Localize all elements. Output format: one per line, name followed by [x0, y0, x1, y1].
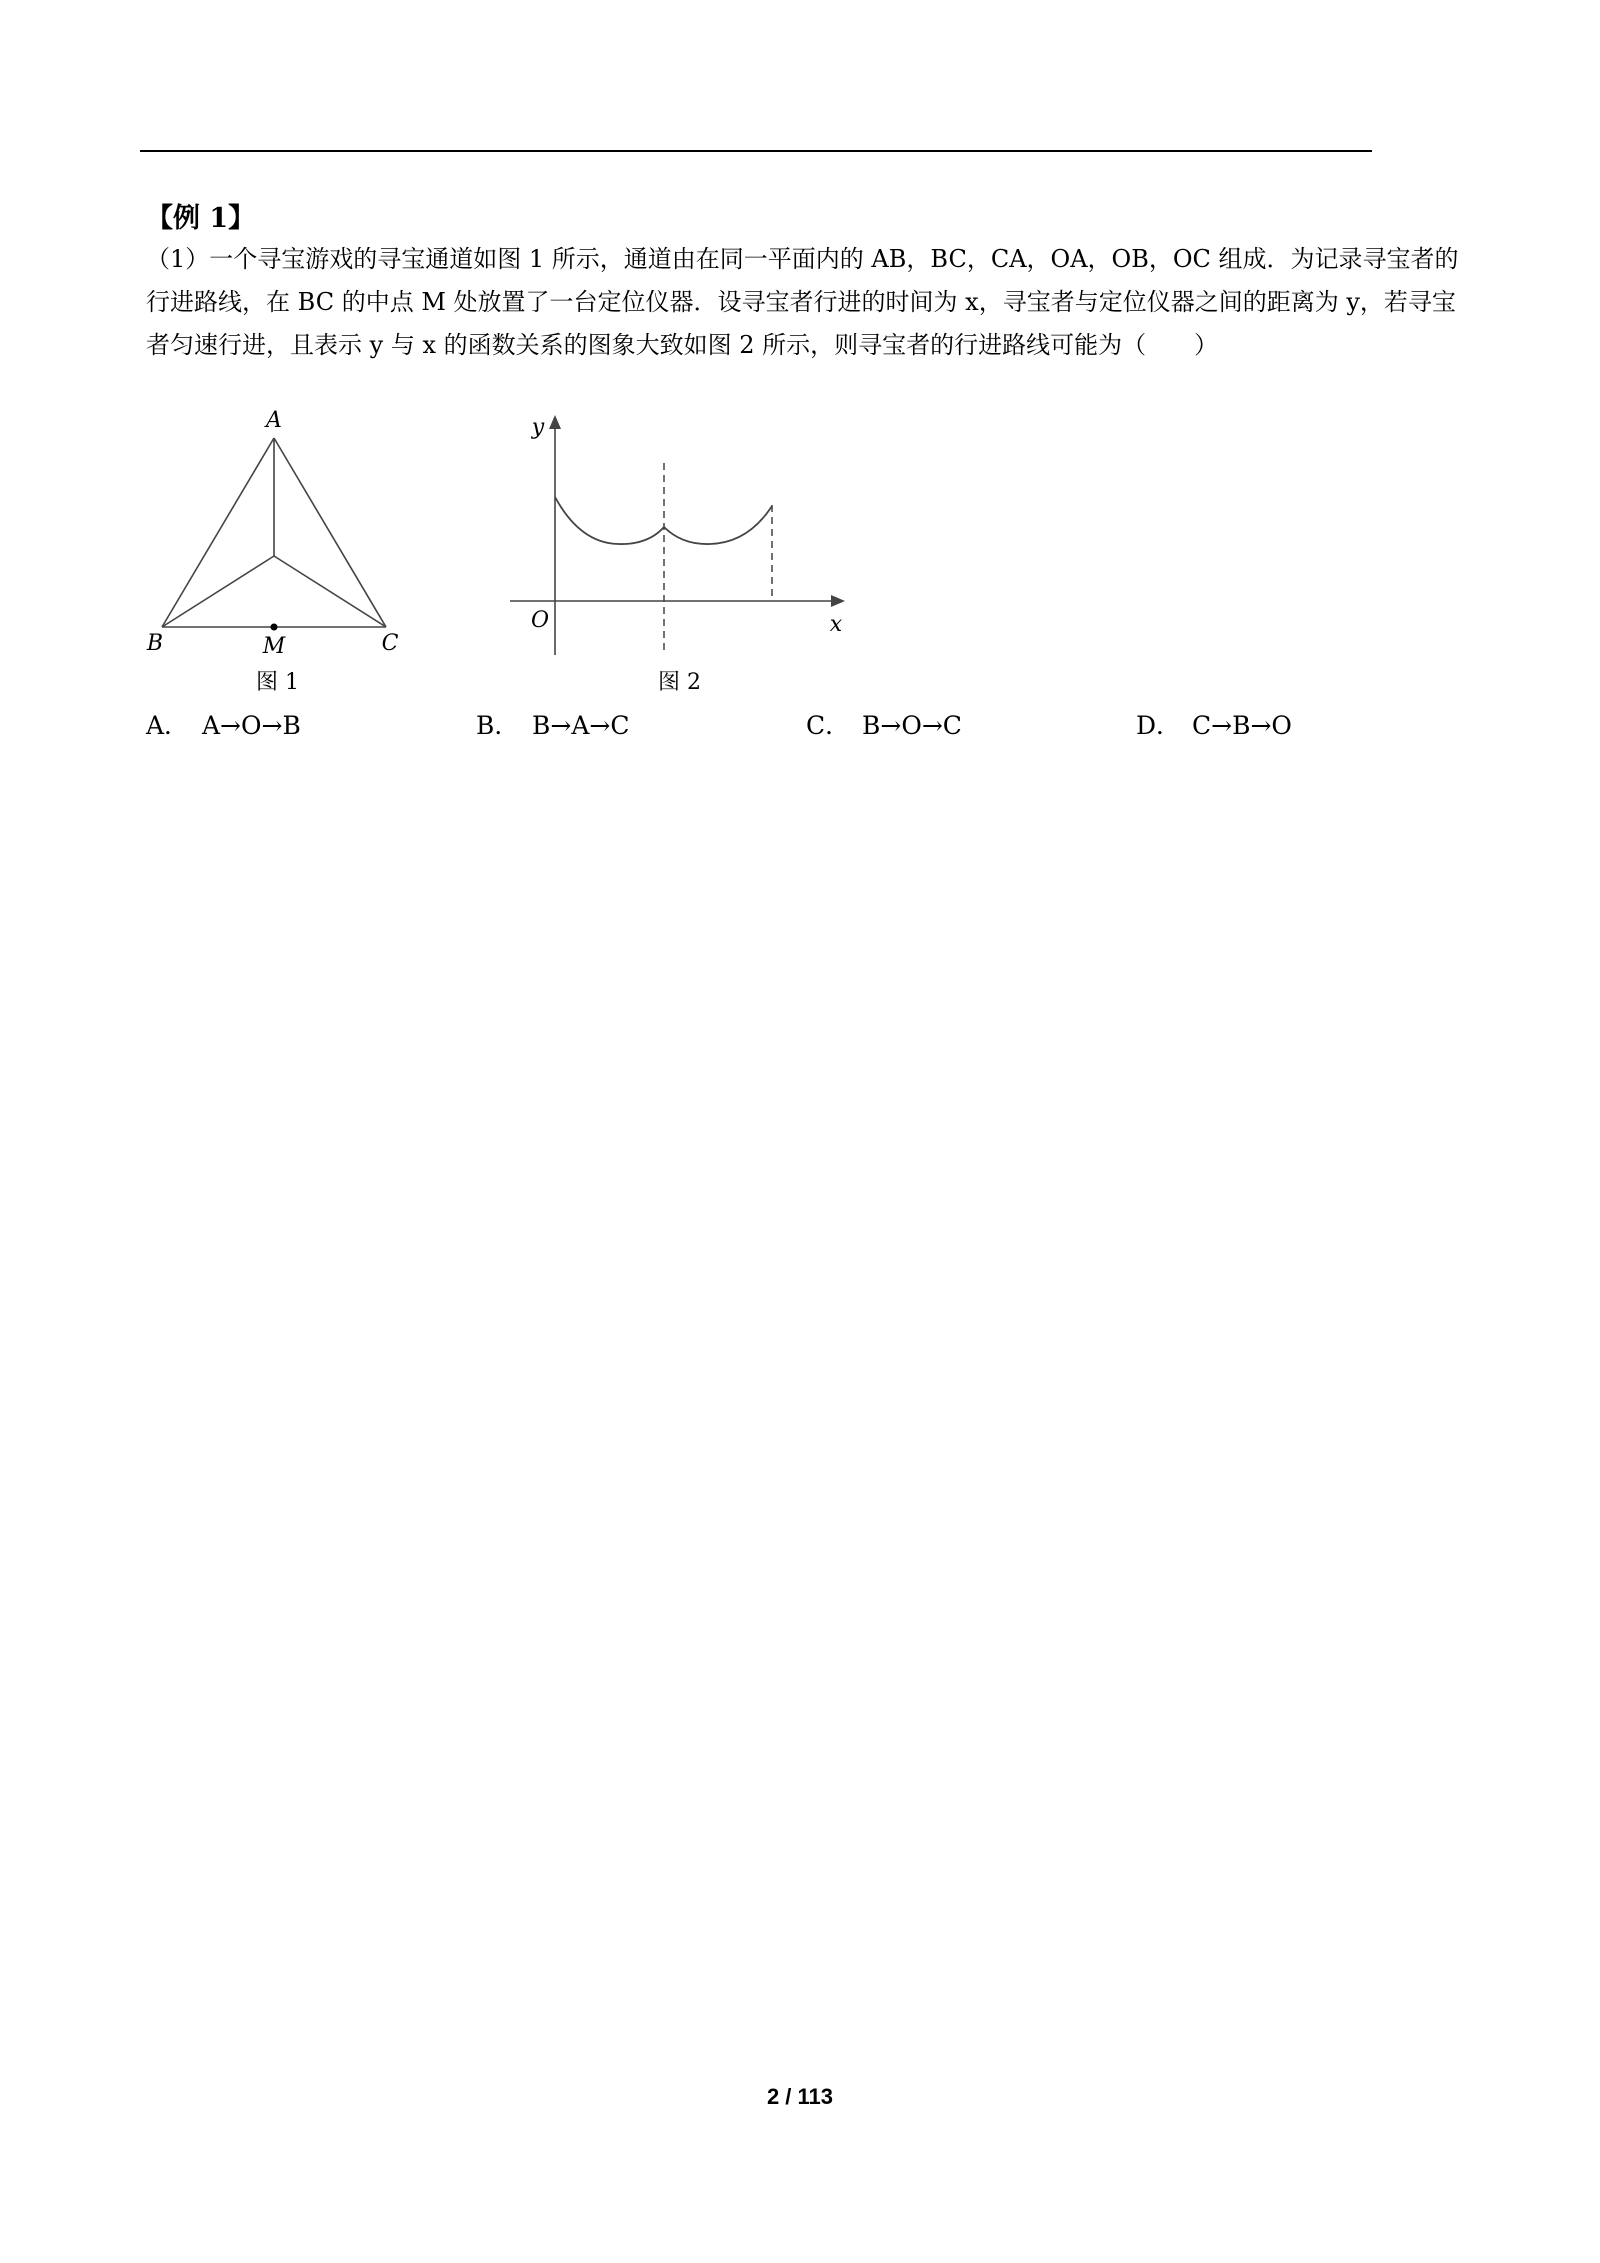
option-a-letter: A．	[146, 711, 190, 740]
triangle-diagram	[140, 405, 410, 659]
option-a[interactable]	[146, 706, 301, 742]
figure-2	[500, 405, 860, 695]
option-b[interactable]	[476, 706, 629, 742]
option-c[interactable]	[806, 706, 962, 742]
header-rule	[140, 150, 1372, 152]
option-a-text: A→O→B	[202, 711, 301, 740]
distance-time-graph	[500, 405, 860, 655]
label-y: y	[531, 415, 545, 440]
answer-options	[146, 706, 1446, 746]
segment-oc	[274, 556, 386, 627]
figure-2-caption: 图 2	[658, 670, 701, 695]
segment-ab	[162, 438, 274, 627]
label-m: M	[262, 634, 286, 659]
label-x: x	[829, 612, 843, 637]
figure-1-caption: 图 1	[256, 670, 299, 695]
segment-ob	[162, 556, 274, 627]
x-axis-arrow	[831, 595, 845, 607]
option-d-letter: D．	[1136, 711, 1182, 740]
option-c-letter: C．	[806, 711, 851, 740]
y-axis-arrow	[549, 415, 561, 429]
label-c: C	[381, 631, 399, 656]
option-b-letter: B．	[476, 711, 520, 740]
label-b: B	[146, 631, 164, 656]
midpoint-m-dot	[271, 624, 278, 631]
option-c-text: B→O→C	[862, 711, 962, 740]
option-d[interactable]	[1136, 706, 1292, 742]
label-origin: O	[530, 608, 550, 633]
option-b-text: B→A→C	[532, 711, 630, 740]
figure-1	[140, 405, 410, 695]
page-number: 2 / 113	[766, 2084, 834, 2109]
label-a: A	[266, 408, 282, 433]
question-text: （1）一个寻宝游戏的寻宝通道如图 1 所示，通道由在同一平面内的 AB，BC，CA，OA，OB，OC 组成．为记录寻宝者的行进路线，在 BC 的中点 M 处放置了一台定位仪器．设寻宝者行进的时间为 x，寻宝者与定位仪器之间的距离为 y，若寻宝者匀速行进，且表示 y 与 x 的函数关系的图象大致如图 2 所示，则寻宝者的行进路线可能为（ ）	[146, 245, 1459, 359]
segment-ca	[274, 438, 386, 627]
example-heading: 【例 1】	[146, 203, 256, 234]
option-d-text: C→B→O	[1192, 711, 1292, 740]
